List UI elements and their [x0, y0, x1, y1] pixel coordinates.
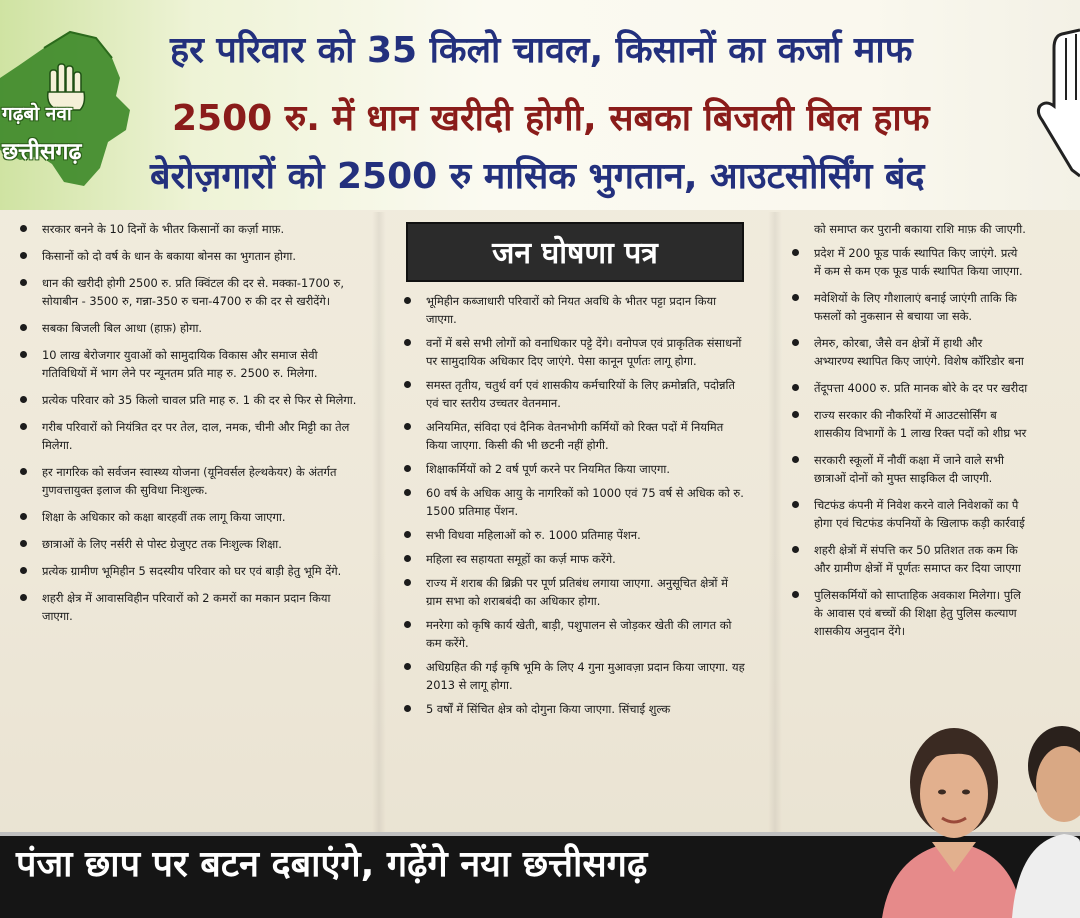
bullet-icon — [20, 513, 27, 520]
list-item: 10 लाख बेरोजगार युवाओं को सामुदायिक विकास और समाज सेवी गतिविधियों में भाग लेने पर न्यूनतम प्रति माह रु. 2500 रु. मिलेगा. — [18, 346, 363, 382]
list-item: लेमरु, कोरबा, जैसे वन क्षेत्रों में हाथी और अभ्यारण्य स्थापित किए जाएंगे. विशेष कॉरिडोर बना — [790, 334, 1080, 370]
manifesto-title-banner: जन घोषणा पत्र — [406, 222, 744, 282]
logo — [0, 18, 150, 198]
list-item: तेंदूपत्ता 4000 रु. प्रति मानक बोरे के दर पर खरीदा — [790, 379, 1080, 397]
left-column — [18, 220, 363, 634]
bullet-icon — [20, 423, 27, 430]
bullet-icon — [792, 339, 799, 346]
right-column — [790, 220, 1080, 649]
list-item: गरीब परिवारों को नियंत्रित दर पर तेल, दाल, नमक, चीनी और मिट्टी का तेल मिलेगा. — [18, 418, 363, 454]
list-item: राज्य सरकार की नौकरियों में आउटसोर्सिंग ब शासकीय विभागों के 1 लाख रिक्त पदों को शीघ्र भर — [790, 406, 1080, 442]
list-item: प्रत्येक ग्रामीण भूमिहीन 5 सदस्यीय परिवार को घर एवं बाड़ी हेतु भूमि देंगे. — [18, 562, 363, 580]
list-item: मनरेगा को कृषि कार्य खेती, बाड़ी, पशुपालन से जोड़कर खेती की लागत को कम करेंगे. — [402, 616, 747, 652]
bullet-icon — [20, 540, 27, 547]
logo-text-line2: छत्तीसगढ़ — [2, 139, 82, 165]
palm-hand-icon — [1032, 20, 1080, 190]
list-item: शिक्षाकर्मियों को 2 वर्ष पूर्ण करने पर नियमित किया जाएगा. — [402, 460, 747, 478]
logo-text-line1: गढ़बो नवा — [2, 103, 72, 125]
list-item: वनों में बसे सभी लोगों को वनाधिकार पट्टे देंगे। वनोपज एवं प्राकृतिक संसाधनों पर सामुदायिक अधिकार दिए जाएंगे. पेसा कानून पूर्णतः लागू होगा. — [402, 334, 747, 370]
list-item: छात्राओं के लिए नर्सरी से पोस्ट ग्रेजुएट तक निःशुल्क शिक्षा. — [18, 535, 363, 553]
bullet-icon — [404, 621, 411, 628]
headline-line1: हर परिवार को 35 किलो चावल, किसानों का कर्जा माफ — [170, 30, 913, 71]
bullet-icon — [404, 381, 411, 388]
bullet-icon — [20, 351, 27, 358]
list-item: किसानों को दो वर्ष के धान के बकाया बोनस का भुगतान होगा. — [18, 247, 363, 265]
bullet-icon — [20, 396, 27, 403]
list-item: राज्य में शराब की ब्रिक्री पर पूर्ण प्रतिबंध लगाया जाएगा. अनुसूचित क्षेत्रों में ग्राम सभा को शराबबंदी का अधिकार होगा. — [402, 574, 747, 610]
headline-line2: 2500 रु. में धान खरीदी होगी, सबका बिजली बिल हाफ — [172, 98, 930, 139]
bullet-icon — [792, 456, 799, 463]
bullet-icon — [792, 591, 799, 598]
list-item: सबका बिजली बिल आधा (हाफ़) होगा. — [18, 319, 363, 337]
header-banner — [0, 0, 1080, 210]
list-item: प्रदेश में 200 फूड पार्क स्थापित किए जाएंगे. प्रत्ये में कम से कम एक फूड पार्क स्थापित किया जाएगा. — [790, 244, 1080, 280]
bullet-icon — [20, 567, 27, 574]
bullet-icon — [20, 594, 27, 601]
list-item: सभी विधवा महिलाओं को रु. 1000 प्रतिमाह पेंशन. — [402, 526, 747, 544]
middle-column — [402, 222, 747, 724]
list-item: सरकारी स्कूलों में नौवीं कक्षा में जाने वाले सभी छात्राओं दोनों को मुफ्त साइकिल दी जाएगी. — [790, 451, 1080, 487]
paper-fold — [768, 212, 782, 832]
bullet-icon — [792, 384, 799, 391]
bullet-icon — [20, 252, 27, 259]
bullet-icon — [404, 297, 411, 304]
bullet-icon — [404, 555, 411, 562]
paper-fold — [372, 212, 386, 832]
list-item: समस्त तृतीय, चतुर्थ वर्ग एवं शासकीय कर्मचारियों के लिए क्रमोन्नति, पदोन्नति एवं चार स्तरीय उच्चतर वेतनमान. — [402, 376, 747, 412]
bullet-icon — [404, 423, 411, 430]
bullet-icon — [20, 468, 27, 475]
middle-promises-list — [402, 292, 747, 718]
list-item: मवेशियों के लिए गौशालाएं बनाई जाएंगी ताकि कि फसलों को नुकसान से बचाया जा सके. — [790, 289, 1080, 325]
list-item: 60 वर्ष के अधिक आयु के नागरिकों को 1000 एवं 75 वर्ष से अधिक को रु. 1500 प्रतिमाह पेंशन. — [402, 484, 747, 520]
list-item: महिला स्व सहायता समूहों का कर्ज़ माफ करेंगे. — [402, 550, 747, 568]
continued-text: को समाप्त कर पुरानी बकाया राशि माफ़ की जाएगी. — [814, 222, 1026, 236]
bullet-icon — [792, 546, 799, 553]
list-item: शिक्षा के अधिकार को कक्षा बारहवीं तक लागू किया जाएगा. — [18, 508, 363, 526]
bullet-icon — [404, 339, 411, 346]
list-item: धान की खरीदी होगी 2500 रु. प्रति क्विंटल की दर से. मक्का-1700 रु, सोयाबीन - 3500 रु, गन्ना-350 रु चना-4700 रु की दर से खरीदेंगे। — [18, 274, 363, 310]
bullet-icon — [404, 531, 411, 538]
list-item: अधिग्रहित की गई कृषि भूमि के लिए 4 गुना मुआवज़ा प्रदान किया जाएगा. यह 2013 से लागू होगा. — [402, 658, 747, 694]
list-item: हर नागरिक को सर्वजन स्वास्थ्य योजना (यूनिवर्सल हेल्थकेयर) के अंतर्गत गुणवत्तायुक्त इलाज की सुविधा निःशुल्क. — [18, 463, 363, 499]
headline-line3: बेरोज़गारों को 2500 रु मासिक भुगतान, आउटसोर्सिंग बंद — [150, 156, 925, 197]
bullet-icon — [792, 501, 799, 508]
list-item: शहरी क्षेत्र में आवासविहीन परिवारों को 2 कमरों का मकान प्रदान किया जाएगा. — [18, 589, 363, 625]
bullet-icon — [404, 705, 411, 712]
portrait-woman-icon — [872, 712, 1022, 918]
bullet-icon — [20, 225, 27, 232]
bullet-icon — [20, 279, 27, 286]
list-item: अनियमित, संविदा एवं दैनिक वेतनभोगी कर्मियों को रिक्त पदों में नियमित किया जाएगा. किसी की भी छटनी नहीं होगी. — [402, 418, 747, 454]
list-item: शहरी क्षेत्रों में संपत्ति कर 50 प्रतिशत तक कम कि और ग्रामीण क्षेत्रों में पूर्णतः समाप्त कर दिया जाएगा — [790, 541, 1080, 577]
right-promises-list — [790, 244, 1080, 640]
bullet-icon — [792, 249, 799, 256]
bullet-icon — [792, 411, 799, 418]
footer-slogan: पंजा छाप पर बटन दबाएंगे, गढ़ेंगे नया छत्तीसगढ़ — [16, 844, 648, 885]
bullet-icon — [20, 324, 27, 331]
left-promises-list — [18, 220, 363, 625]
list-item: भूमिहीन कब्जाधारी परिवारों को नियत अवधि के भीतर पट्टा प्रदान किया जाएगा. — [402, 292, 747, 328]
list-item: पुलिसकर्मियों को साप्ताहिक अवकाश मिलेगा। पुलि के आवास एवं बच्चों की शिक्षा हेतु पुलिस कल्याण शासकीय अनुदान देंगे। — [790, 586, 1080, 640]
portrait-man-icon — [1012, 722, 1080, 918]
bullet-icon — [792, 294, 799, 301]
list-item: 5 वर्षों में सिंचित क्षेत्र को दोगुना किया जाएगा. सिंचाई शुल्क — [402, 700, 747, 718]
bullet-icon — [404, 489, 411, 496]
list-item: सरकार बनने के 10 दिनों के भीतर किसानों का कर्ज़ा माफ़. — [18, 220, 363, 238]
list-item: चिटफंड कंपनी में निवेश करने वाले निवेशकों का पै होगा एवं चिटफंड कंपनियों के खिलाफ कड़ी कार्रवाई — [790, 496, 1080, 532]
bullet-icon — [404, 465, 411, 472]
bullet-icon — [404, 579, 411, 586]
bullet-icon — [404, 663, 411, 670]
list-item: प्रत्येक परिवार को 35 किलो चावल प्रति माह रु. 1 की दर से फिर से मिलेगा. — [18, 391, 363, 409]
